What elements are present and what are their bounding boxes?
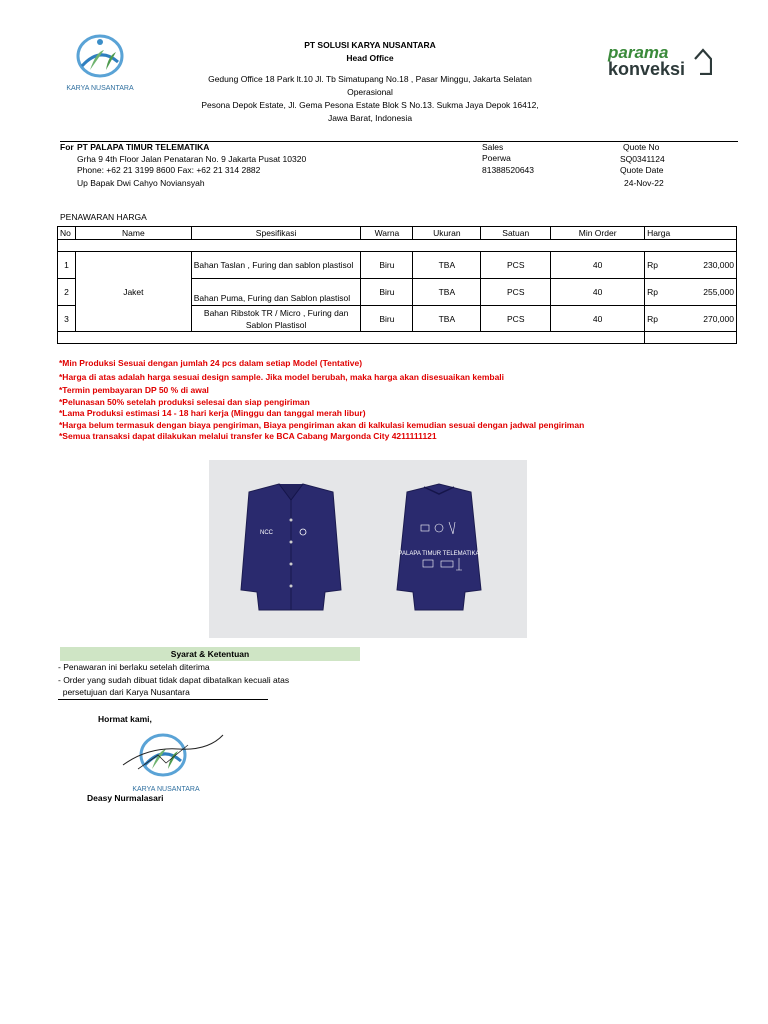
col-header: Ukuran [413, 227, 481, 240]
col-header: Min Order [551, 227, 645, 240]
row-spec: Bahan Puma, Furing dan Sablon plastisol [191, 279, 361, 306]
for-label: For [60, 142, 74, 152]
col-header: No [58, 227, 76, 240]
company-info [190, 39, 550, 125]
house-icon [694, 47, 712, 75]
jacket-back [397, 484, 481, 610]
quote-date: 24-Nov-22 [624, 178, 664, 188]
customer-name: PT PALAPA TIMUR TELEMATIKA [77, 142, 210, 152]
row-price [645, 252, 737, 279]
operational-address: Pesona Depok Estate, Jl. Gema Pesona Estate Blok S No.13. Sukma Jaya Depok 16412, [201, 100, 539, 110]
company-logo [60, 32, 140, 96]
sales-name: Poerwa [482, 153, 511, 163]
row-unit: PCS [481, 306, 551, 332]
terms-title: Syarat & Ketentuan [60, 647, 360, 661]
note-item: *Pelunasan 50% setelah produksi selesai dan siap pengiriman [59, 396, 310, 407]
row-price [645, 279, 737, 306]
term-item: - Order yang sudah dibuat tidak dapat dibatalkan kecuali atas [58, 675, 290, 685]
col-header: Satuan [481, 227, 551, 240]
customer-phone: Phone: +62 21 3199 8600 Fax: +62 21 314 2882 [77, 165, 261, 175]
table-row [58, 252, 737, 279]
row-size: TBA [413, 252, 481, 279]
row-price [645, 306, 737, 332]
office-label: Head Office [346, 53, 394, 63]
row-unit: PCS [481, 252, 551, 279]
closing-greeting: Hormat kami, [98, 714, 152, 724]
term-item: persetujuan dari Karya Nusantara [58, 687, 190, 697]
row-spec: Bahan Ribstok TR / Micro , Furing dan Sablon Plastisol [191, 306, 361, 332]
customer-attention: Up Bapak Dwi Cahyo Noviansyah [77, 178, 205, 188]
operational-address-city: Jawa Barat, Indonesia [327, 113, 413, 123]
col-header: Name [75, 227, 191, 240]
jacket-product-image [209, 460, 527, 638]
price-value: 270,000 [703, 313, 734, 324]
row-no: 2 [58, 279, 76, 306]
table-footer-row [58, 332, 737, 344]
row-min-order: 40 [551, 306, 645, 332]
item-name: Jaket [75, 252, 191, 332]
signer-name: Deasy Nurmalasari [87, 793, 164, 803]
row-size: TBA [413, 306, 481, 332]
row-min-order: 40 [551, 279, 645, 306]
quote-date-label: Quote Date [620, 165, 664, 175]
note-item: *Harga di atas adalah harga sesuai design sample. Jika model berubah, maka harga akan disesuaikan kembali [59, 371, 505, 382]
currency: Rp [647, 313, 658, 324]
term-item: - Penawaran ini berlaku setelah diterima [58, 662, 210, 672]
col-header: Warna [361, 227, 413, 240]
back-print-text: PALAPA TIMUR TELEMATIKA [398, 551, 480, 557]
brand-line1: parama [608, 43, 669, 62]
signature-logo-text: KARYA NUSANTARA [132, 786, 200, 793]
row-no: 1 [58, 252, 76, 279]
offer-title: PENAWARAN HARGA [60, 212, 147, 222]
jacket-front [241, 484, 341, 610]
operational-label: Operasional [347, 87, 393, 97]
office-address: Gedung Office 18 Park lt.10 Jl. Tb Simatupang No.18 , Pasar Minggu, Jakarta Selatan [208, 74, 532, 84]
notes-list [59, 358, 739, 443]
customer-address: Grha 9 4th Floor Jalan Penataran No. 9 Jakarta Pusat 10320 [77, 154, 307, 164]
col-header: Spesifikasi [191, 227, 361, 240]
signature-stamp-logo [118, 725, 228, 795]
row-min-order: 40 [551, 252, 645, 279]
table-spacer-row [58, 240, 737, 252]
row-size: TBA [413, 279, 481, 306]
brand-line2: konveksi [608, 59, 686, 79]
price-value: 255,000 [703, 287, 734, 297]
company-logo-text: KARYA NUSANTARA [66, 85, 134, 92]
table-header-row [58, 227, 737, 240]
note-item: *Harga belum termasuk dengan biaya pengiriman, Biaya pengiriman akan di kalkulasi kemudian sesuai dengan jadwal pengiriman [59, 419, 585, 430]
front-print-text: NCC [260, 530, 273, 536]
currency: Rp [647, 287, 658, 297]
parama-konveksi-logo [608, 45, 713, 81]
row-spec: Bahan Taslan , Furing dan sablon plastisol [191, 252, 361, 279]
note-item: *Lama Produksi estimasi 14 - 18 hari kerja (Minggu dan tanggal merah libur) [59, 408, 366, 418]
row-color: Biru [361, 279, 413, 306]
note-item: *Min Produksi Sesuai dengan jumlah 24 pcs dalam setiap Model (Tentative) [59, 358, 363, 368]
col-header: Harga [645, 227, 737, 240]
offer-table [57, 226, 737, 344]
sales-label: Sales [482, 142, 504, 152]
quote-no: SQ0341124 [620, 154, 665, 164]
sales-phone: 81388520643 [482, 165, 535, 175]
quote-no-label: Quote No [623, 142, 660, 152]
row-no: 3 [58, 306, 76, 332]
row-unit: PCS [481, 279, 551, 306]
currency: Rp [647, 260, 658, 270]
price-value: 230,000 [703, 260, 734, 270]
company-name: PT SOLUSI KARYA NUSANTARA [304, 40, 436, 50]
terms-divider [58, 699, 268, 700]
note-item: *Termin pembayaran DP 50 % di awal [59, 385, 209, 395]
note-item: *Semua transaksi dapat dilakukan melalui transfer ke BCA Cabang Margonda City 4211111121 [59, 431, 437, 441]
row-color: Biru [361, 306, 413, 332]
row-color: Biru [361, 252, 413, 279]
